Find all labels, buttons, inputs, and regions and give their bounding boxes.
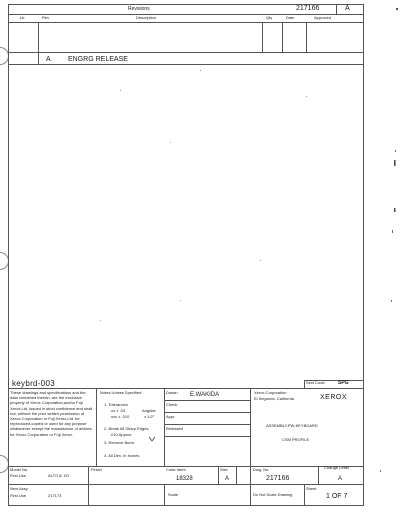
- next-assy-label: Next Assy: [10, 486, 28, 491]
- dwg-no-value: 217166: [266, 475, 290, 482]
- tb-col-notscale: [250, 484, 251, 506]
- rev-col-3: [282, 22, 283, 52]
- code-ident-label: Code Ident: [166, 467, 186, 472]
- tb-rule-top: [8, 388, 364, 389]
- tb-col-company: [250, 388, 251, 484]
- tb-col-change: [318, 466, 319, 484]
- signoff-rule-3: [164, 424, 250, 425]
- sheet-value: 1 OF 7: [326, 493, 348, 500]
- tb-col-first-use: [88, 484, 89, 506]
- rev-col-2: [262, 22, 263, 52]
- scale-label: Scale: [168, 492, 179, 497]
- finish-label: Finish: [91, 467, 102, 472]
- note-2b: .010 Approx: [110, 432, 132, 437]
- rev-col-4: [306, 22, 307, 52]
- header-qty: Qty: [266, 15, 273, 20]
- surface-finish-icon: [148, 436, 156, 442]
- size-value: A: [225, 476, 230, 482]
- rev-row-description: ENGRG RELEASE: [68, 56, 128, 63]
- rev-rule-4: [8, 64, 364, 65]
- title-line-2: CSM PROFILE: [282, 437, 310, 442]
- sect-col: [304, 380, 305, 388]
- tolerance-angular-label: Angular: [142, 408, 156, 413]
- change-letter-value: A: [338, 476, 343, 482]
- rev-col-5: [336, 4, 337, 14]
- dwg-no-label: Dwg. No.: [253, 467, 270, 472]
- tolerance-xx: .xx ± .03: [110, 408, 126, 413]
- header-date: Date: [286, 15, 295, 20]
- sect-code-value: SPG: [338, 380, 349, 386]
- check-label: Check: [166, 402, 178, 407]
- model-label: Model No.: [10, 467, 29, 472]
- revisions-title: Revisions: [128, 6, 150, 12]
- header-description: Description: [136, 15, 157, 20]
- appr-label: Appr.: [166, 414, 176, 419]
- tb-col-code: [218, 466, 219, 484]
- first-use-2-value: 217173: [48, 493, 62, 498]
- tb-col-notes: [96, 388, 97, 466]
- company-location: El Segundo, California: [254, 396, 294, 401]
- size-label: Size: [220, 467, 228, 472]
- first-use-label: First Use: [10, 473, 26, 478]
- rev-rule-3: [8, 52, 364, 53]
- code-ident-value: 18328: [176, 476, 193, 482]
- signoff-rule-4: [164, 436, 250, 437]
- note-3: 3. Remove Burrs: [104, 440, 135, 445]
- note-1: 1. Tolerances: [104, 402, 128, 407]
- drawn-label: Drawn: [166, 390, 178, 395]
- rev-rule-1: [8, 14, 364, 15]
- header-approved: Approved: [314, 15, 332, 20]
- tb-rule-bottom: [8, 484, 364, 485]
- proprietary-notice: These drawings and specifications and the data contained therein, are the exclusive property of Xerox Corporation,and/or Fuji Xerox,Ltd.,issued in strict confidence and shall not, without the prior written permission of Xerox Corporation or Fuji Xerox,Ltd. be reproduced,copied or used for any purpose whatsoever except the manufacture of articles for Xerox Corporation or Fuji Xerox.: [10, 390, 93, 437]
- tb-col-finish: [88, 466, 89, 484]
- tolerance-xxx: .xxx ± .010: [110, 414, 130, 419]
- title-line-1: ASSEMBLY,PW-KEYBOARD: [266, 423, 318, 428]
- file-name: keybrd-003: [12, 379, 56, 388]
- company-name: Xerox Corporation: [254, 390, 287, 395]
- first-use-value: ALTO II/ I/O: [48, 473, 69, 478]
- tb-col-sheet: [304, 484, 305, 506]
- not-scale-label: Do Not Scale Drawing: [253, 492, 293, 497]
- sect-code-label: Sect Code: [306, 380, 325, 385]
- first-use-2-label: First Use: [10, 493, 26, 498]
- note-2a: 2. Break All Sharp Edges: [104, 426, 149, 431]
- header-rev: Rev: [42, 15, 50, 20]
- rev-col-1: [38, 22, 39, 64]
- tb-col-scale: [164, 484, 165, 506]
- xerox-logo: XEROX: [320, 394, 348, 401]
- tb-rule-main: [8, 466, 364, 467]
- note-4: 4. All Dim. In Inches: [104, 453, 140, 458]
- released-label: Released: [166, 426, 183, 431]
- doc-rev-top: A: [345, 5, 350, 12]
- signoff-rule-1: [164, 400, 250, 401]
- rev-rule-2: [8, 22, 364, 23]
- tolerance-angular-value: ± 1/2°: [144, 414, 155, 419]
- tb-col-size: [236, 466, 237, 484]
- change-letter-label: Change Letter: [324, 465, 350, 470]
- signoff-rule-2: [164, 412, 250, 413]
- notes-title: Notes Unless Specified: [100, 390, 142, 395]
- doc-number-top: 217166: [296, 5, 320, 12]
- rev-row-rev: A: [46, 56, 51, 63]
- drawn-value: E.WAKIDA: [190, 392, 220, 398]
- header-ltr: Ltr.: [20, 15, 26, 20]
- sheet-label: Sheet: [306, 486, 317, 491]
